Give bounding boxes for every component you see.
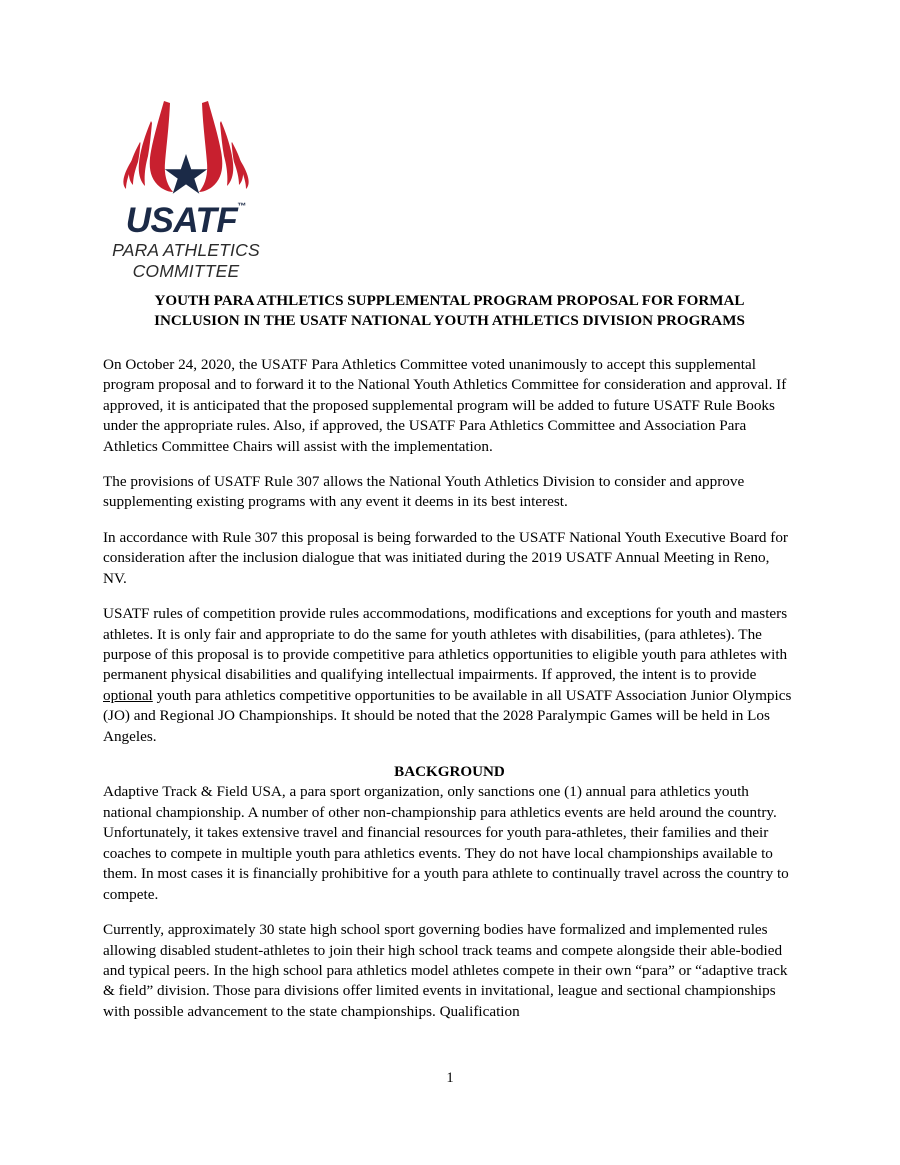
paragraph-4 bbox=[103, 604, 796, 747]
paragraph-4-part-1: USATF rules of competition provide rules accommodations, modifications and exceptions for youth and masters athletes. It is only fair and appropriate to do the same for youth athletes with disabilities, (para athletes). The purpose of this proposal is to provide competitive para athletics opportunities to eligible youth para athletes with permanent physical disabilities and qualifying intellectual impairments. If approved, the intent is to provide bbox=[103, 605, 788, 684]
paragraph-spacer bbox=[103, 747, 796, 762]
document-title: YOUTH PARA ATHLETICS SUPPLEMENTAL PROGRAM PROPOSAL FOR FORMAL INCLUSION IN THE USATF NATIONAL YOUTH ATHLETICS DIVISION PROGRAMS bbox=[154, 293, 745, 330]
paragraph-2: The provisions of USATF Rule 307 allows the National Youth Athletics Division to consider and approve supplementing existing programs with any event it deems in its best interest. bbox=[103, 472, 745, 511]
page-number: 1 bbox=[446, 1070, 454, 1086]
usatf-wordmark bbox=[126, 203, 247, 238]
usatf-wordmark-text: USATF bbox=[125, 201, 238, 240]
paragraph-3: In accordance with Rule 307 this proposal is being forwarded to the USATF National Youth Executive Board for consideration after the inclusion dialogue that was initiated during the 2019 USATF Annual Meeting in Reno, NV. bbox=[103, 528, 788, 587]
paragraph-6: Currently, approximately 30 state high school sport governing bodies have formalized and implemented rules allowing disabled student-athletes to join their high school track teams and compete alongside their able-bodied and typical peers. In the high school para athletics model athletes compete in their own “para” or “adaptive track & field” division. Those para divisions offer limited events in invitational, league and sectional championships with possible advancement to the state championships. Qualification bbox=[103, 921, 788, 1020]
logo-subtitle bbox=[103, 240, 269, 281]
trademark-symbol: ™ bbox=[237, 201, 247, 212]
paragraph-5: Adaptive Track & Field USA, a para sport organization, only sanctions one (1) annual para athletics youth national championship. A number of other non-championship para athletics events are held around the country. Unfortunately, it takes extensive travel and financial resources for youth para-athletes, their families and their coaches to compete in multiple youth para athletics events. They do not have local championships available to them. In most cases it is financially prohibitive for a youth para athlete to continually travel across the country to compete. bbox=[103, 783, 789, 903]
title-spacer bbox=[103, 332, 796, 355]
paragraph-1: On October 24, 2020, the USATF Para Athletics Committee voted unanimously to accept this supplemental program proposal and to forward it to the National Youth Athletics Committee for consideration and approval. If approved, it is anticipated that the proposed supplemental program will be added to future USATF Rule Books under the appropriate rules. Also, if approved, the USATF Para Athletics Committee and Association Para Athletics Committee Chairs will assist with the implementation. bbox=[103, 355, 787, 455]
paragraph-spacer bbox=[103, 905, 796, 920]
paragraph-spacer bbox=[103, 513, 796, 528]
paragraph-4-part-2: youth para athletics competitive opportunities to be available in all USATF Association Junior Olympics (JO) and Regional JO Championships. It should be noted that the 2028 Paralympic Games will be held in Los Angeles. bbox=[103, 686, 792, 745]
usatf-winged-foot-icon bbox=[120, 97, 252, 197]
section-heading-background: BACKGROUND bbox=[394, 764, 505, 781]
paragraph-spacer bbox=[103, 589, 796, 604]
emphasis-optional: optional bbox=[103, 686, 153, 704]
usatf-para-athletics-committee-logo bbox=[103, 97, 269, 281]
document-body bbox=[103, 291, 796, 1022]
logo-subtitle-line-1: PARA ATHLETICS bbox=[112, 240, 260, 260]
paragraph-spacer bbox=[103, 457, 796, 472]
logo-subtitle-line-2: COMMITTEE bbox=[132, 260, 240, 281]
